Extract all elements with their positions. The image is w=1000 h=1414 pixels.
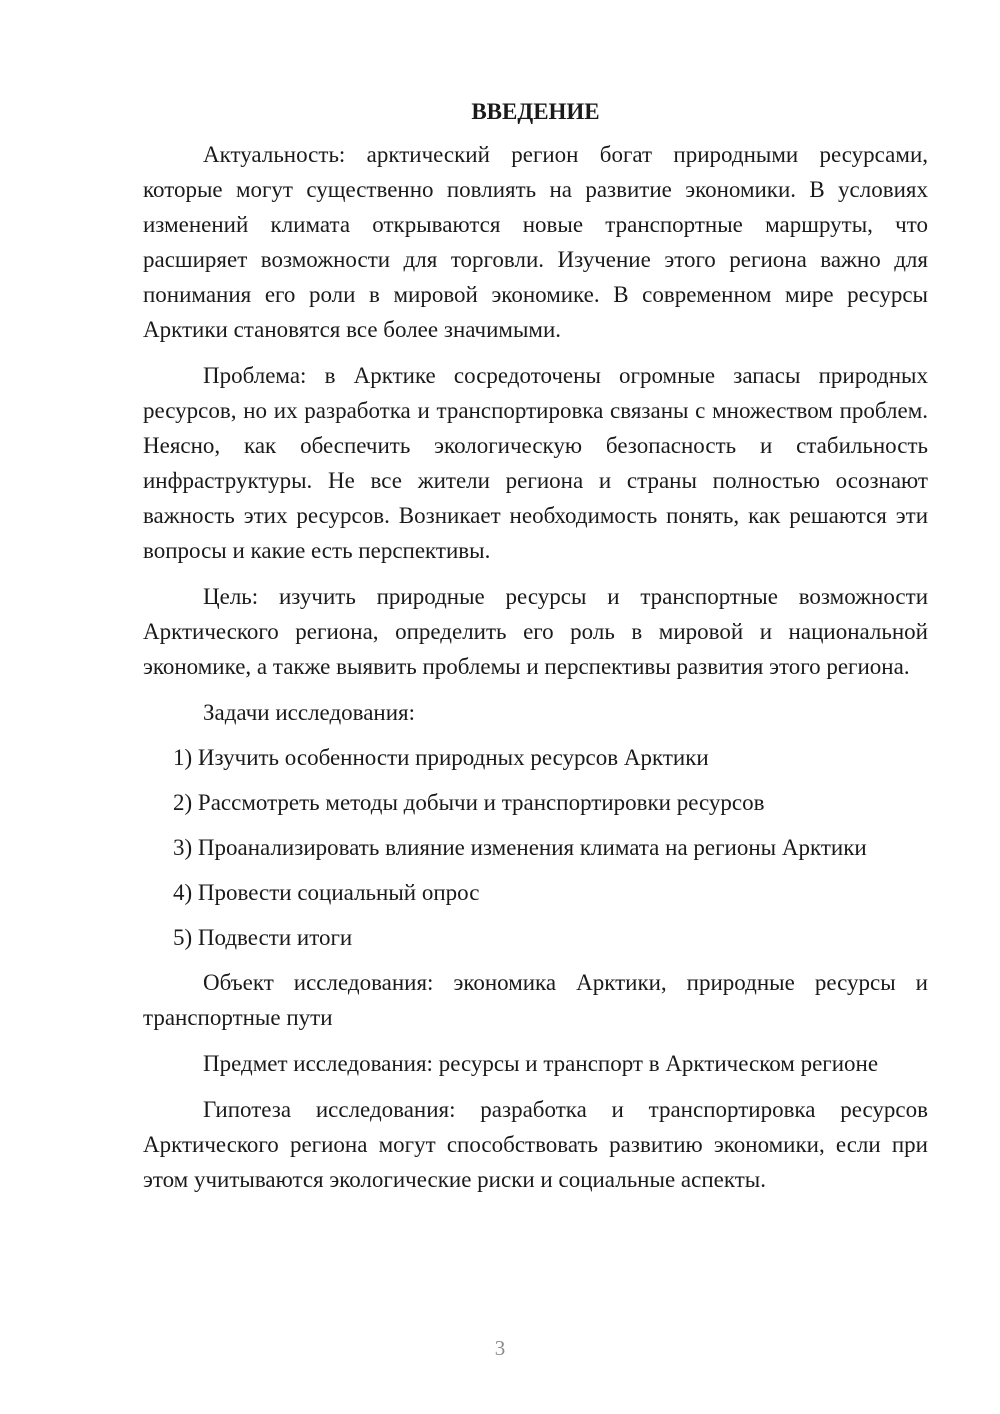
list-item: 3) Проанализировать влияние изменения климата на регионы Арктики	[173, 835, 867, 860]
paragraph-problem: Проблема: в Арктике сосредоточены огромные запасы природных ресурсов, но их разработка и транспортировка связаны с множеством проблем. Неясно, как обеспечить экологическую безопасность и стабильность инфраструктуры. Не все жители региона и страны полностью осознают важность этих ресурсов. Возникает необходимость понять, как решаются эти вопросы и какие есть перспективы.	[143, 363, 928, 563]
page-title: ВВЕДЕНИЕ	[471, 99, 600, 124]
page-number: 3	[494, 1336, 506, 1360]
list-item: 4) Провести социальный опрос	[173, 880, 480, 905]
list-item: 1) Изучить особенности природных ресурсов Арктики	[173, 745, 709, 770]
tasks-list	[143, 740, 928, 955]
list-item: 2) Рассмотреть методы добычи и транспортировки ресурсов	[173, 790, 765, 815]
paragraph-relevance: Актуальность: арктический регион богат природными ресурсами, которые могут существенно повлиять на развитие экономики. В условиях изменений климата открываются новые транспортные маршруты, что расширяет возможности для торговли. Изучение этого региона важно для понимания его роли в мировой экономике. В современном мире ресурсы Арктики становятся все более значимыми.	[143, 142, 928, 342]
paragraph-object: Объект исследования: экономика Арктики, природные ресурсы и транспортные пути	[143, 970, 928, 1030]
list-item: 5) Подвести итоги	[173, 925, 353, 950]
tasks-heading: Задачи исследования:	[203, 700, 416, 725]
paragraph-subject: Предмет исследования: ресурсы и транспорт в Арктическом регионе	[203, 1051, 879, 1076]
paragraph-hypothesis: Гипотеза исследования: разработка и транспортировка ресурсов Арктического региона могут способствовать развитию экономики, если при этом учитываются экологические риски и социальные аспекты.	[143, 1097, 928, 1192]
paragraph-goal: Цель: изучить природные ресурсы и транспортные возможности Арктического региона, определить его роль в мировой и национальной экономике, а также выявить проблемы и перспективы развития этого региона.	[143, 584, 928, 679]
document-body	[143, 94, 928, 1208]
